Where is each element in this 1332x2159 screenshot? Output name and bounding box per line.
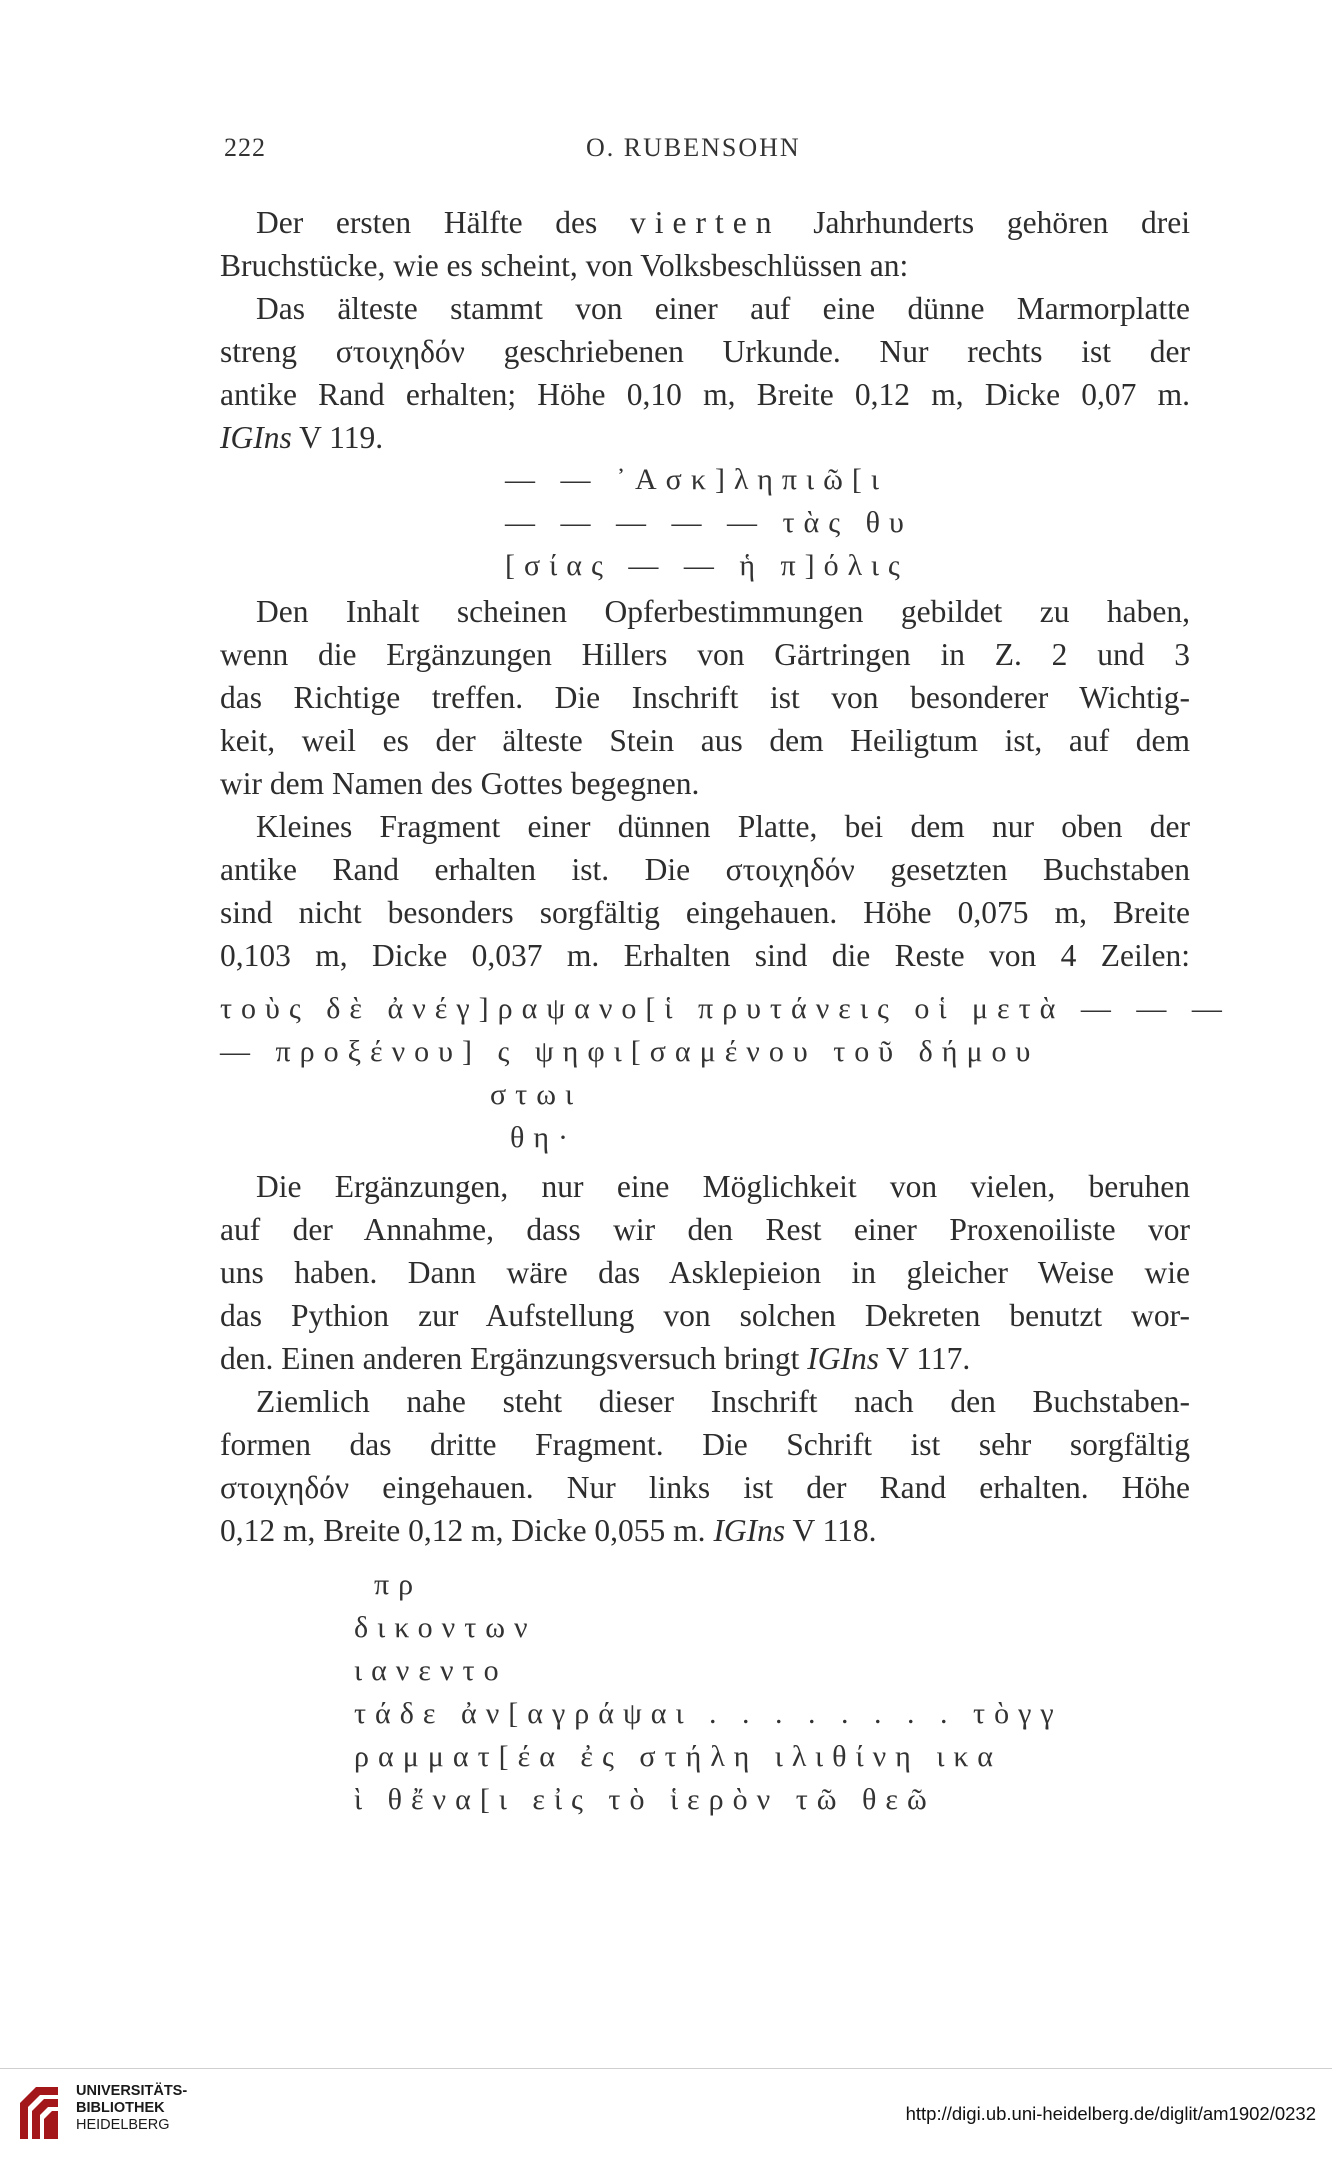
text-block-3	[220, 1165, 1190, 1552]
paragraph-6: Ziemlich nahe steht dieser Inschrift nach den Buchstaben- formen das dritte Fragment. Die Schrift ist sehr sorgfältig στοιχηδόν eingehauen. Nur links ist der Rand erhalten. Höhe 0,12 m, Breite 0,12 m, Dicke 0,055 m. IGIns V 118.	[220, 1384, 1190, 1548]
paragraph-5: Die Ergänzungen, nur eine Möglichkeit von vielen, beruhen auf der Annahme, dass wir den Rest einer Proxenoiliste vor uns haben. Dann wäre das Asklepieion in gleicher Weise wie das Pythion zur Aufstellung von solchen Dekreten benutzt wor- den. Einen anderen Ergänzungsversuch bringt IGIns V 117.	[220, 1169, 1190, 1376]
paragraph-4: Kleines Fragment einer dünnen Platte, bei dem nur oben der antike Rand erhalten ist. Die στοιχηδόν gesetzten Buchstaben sind nicht besonders sorgfältig eingehauen. Höhe 0,075 m, Breite 0,103 m, Dicke 0,037 m. Erhalten sind die Reste von 4 Zeilen:	[220, 809, 1190, 973]
paragraph-3: Den Inhalt scheinen Opferbestimmungen gebildet zu haben, wenn die Ergänzungen Hillers von Gärtringen in Z. 2 und 3 das Richtige treffen. Die Inschrift ist von besonderer Wichtig- keit, weil es der älteste Stein aus dem Heiligtum ist, auf dem wir dem Namen des Gottes begegnen.	[220, 594, 1190, 801]
page-number: 222	[224, 133, 266, 162]
running-title: O. RUBENSOHN	[586, 133, 801, 162]
inscription-first: — — ᾿Ασκ]ληπιῶ[ι — — — — — τὰς θυ [σίας — — ἡ π]όλις	[505, 463, 913, 582]
text-block-2	[220, 590, 1190, 977]
paragraph-1: Der ersten Hälfte des vierten Jahrhunderts gehören drei Bruchstücke, wie es scheint, von Volksbeschlüssen an:	[220, 205, 1191, 283]
page-header	[224, 133, 1200, 173]
footer	[0, 2069, 1332, 2159]
inscription-second: τοὺς δὲ ἀνέγ]ραψανο[ἱ πρυτάνεις οἱ μετὰ — — — — προξένου] ς ψηφι[σαμένου τοῦ δήμου στωι θη·	[220, 992, 1231, 1154]
inscription-third: πρ δικοντων ιανεντο τάδε ἀν[αγράψαι . . . . . . . . τὸγγ ραμματ[έα ἐς στήλη ιλιθίνη ικα ὶ θἔνα[ι εἰς τὸ ἱερὸν τῶ θεῶ	[354, 1568, 1063, 1816]
paragraph-2: Das älteste stammt von einer auf eine dünne Marmorplatte streng στοιχηδόν geschriebenen Urkunde. Nur rechts ist der antike Rand erhalten; Höhe 0,10 m, Breite 0,12 m, Dicke 0,07 m. IGIns V 119.	[220, 291, 1190, 455]
library-logo-icon	[14, 2081, 64, 2145]
text-block-1	[220, 201, 1190, 459]
library-name: UNIVERSITÄTS- BIBLIOTHEK HEIDELBERG	[76, 2083, 188, 2133]
source-url-link[interactable]: http://digi.ub.uni-heidelberg.de/diglit/am1902/0232	[905, 2103, 1316, 2124]
